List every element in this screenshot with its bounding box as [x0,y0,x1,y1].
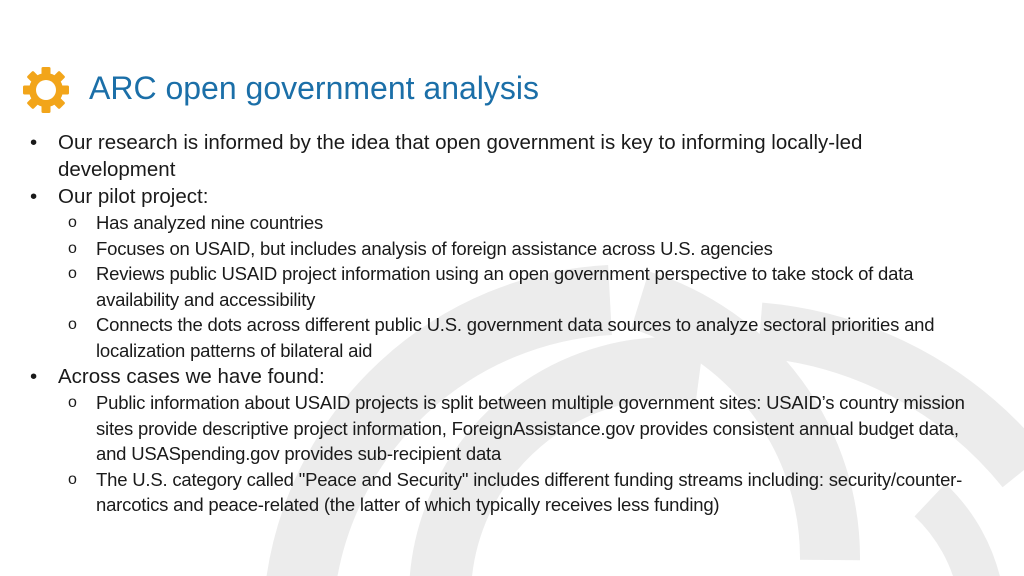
sub-bullet-item [28,261,973,312]
bullet-list [28,129,973,518]
bullet-marker: • [30,131,38,154]
sub-bullet-text: The U.S. category called "Peace and Security" includes different funding streams including: security/counter-narcotics and peace-related (the latter of which typically receives less funding) [96,468,963,515]
sub-bullet-text: Reviews public USAID project information using an open government perspective to take stock of data availability and accessibility [96,263,914,310]
sub-bullet-marker: o [68,470,77,488]
sub-bullet-marker: o [68,239,77,257]
bullet-item [28,363,973,390]
slide-title: ARC open government analysis [89,70,540,106]
bullet-marker: • [30,365,38,388]
gear-icon [22,66,70,114]
bullet-text: Across cases we have found: [58,365,325,388]
bullet-item [28,129,973,183]
sub-bullet-item [28,467,973,518]
sub-bullet-marker: o [68,214,77,231]
bullet-marker: • [30,185,38,208]
sub-bullet-text: Connects the dots across different public U.S. government data sources to analyze sectoral priorities and localization patterns of bilateral aid [96,314,935,361]
sub-bullet-marker: o [68,265,77,282]
bullet-item [28,183,973,210]
sub-bullet-item [28,236,973,262]
sub-bullet-text: Public information about USAID projects is split between multiple government sites: USAID’s country mission sites provide descriptive project information, ForeignAssistance.gov provides consistent annual budget data, and USASpending.gov provides sub-recipient data [96,392,965,464]
bullet-text: Our pilot project: [58,185,209,208]
sub-bullet-marker: o [68,394,77,411]
bullet-text: Our research is informed by the idea that open government is key to informing locally-led development [58,131,863,181]
sub-bullet-item [28,210,973,236]
sub-bullet-text: Has analyzed nine countries [96,212,324,233]
sub-bullet-item [28,390,973,467]
sub-bullet-text: Focuses on USAID, but includes analysis of foreign assistance across U.S. agencies [96,237,773,259]
sub-bullet-marker: o [68,316,77,333]
sub-bullet-item [28,312,973,363]
